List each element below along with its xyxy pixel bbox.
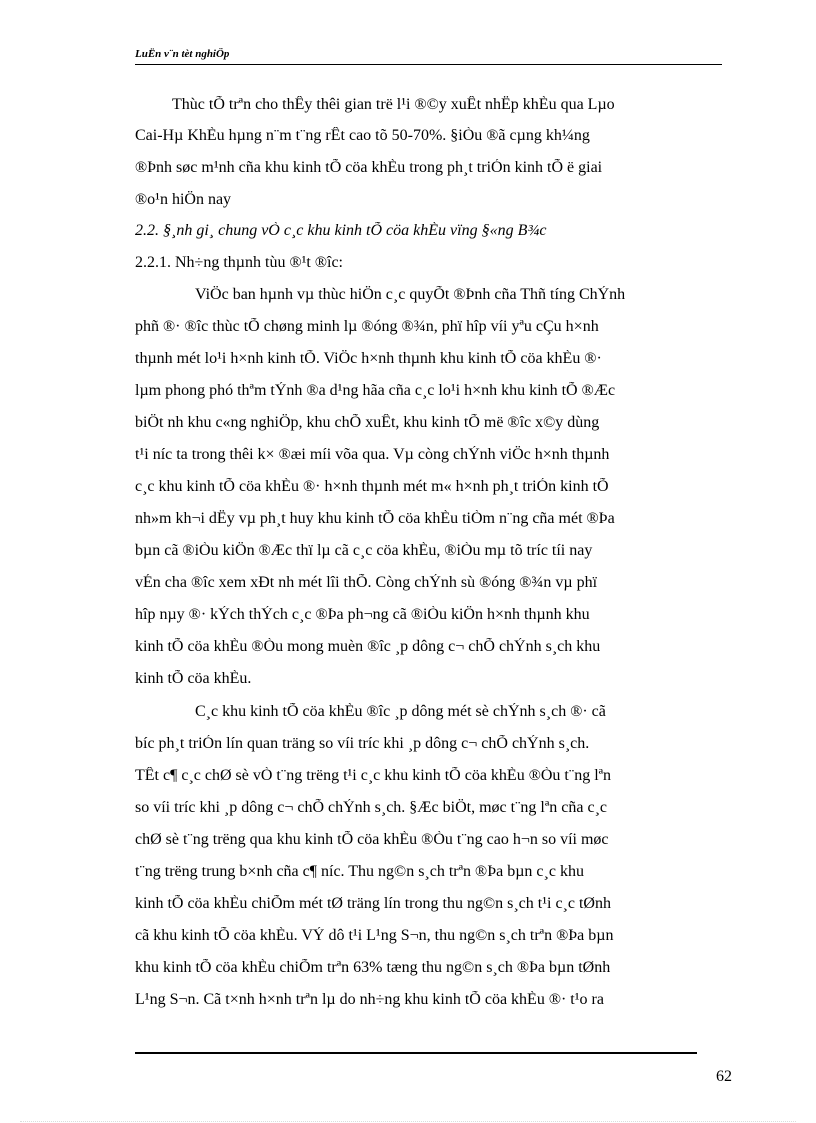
text-line: Thùc tÕ trªn cho thÊy thêi gian trë l¹i ®©y xuÊt nhËp khÈu qua Lµo: [172, 96, 615, 113]
footer-rule: [135, 1052, 697, 1054]
text-line: C¸c khu kinh tÕ cöa khÈu ®îc ¸p dông mét sè chÝnh s¸ch ®· cã: [195, 703, 606, 720]
text-line: ®o¹n hiÖn nay: [135, 191, 232, 208]
text-line: hîp nµy ®· kÝch thÝch c¸c ®Þa ph¬ng cã ®iÒu kiÖn h×nh thµnh khu: [135, 606, 590, 623]
text-line: lµm phong phó thªm tÝnh ®a d¹ng hãa cña c¸c lo¹i h×nh khu kinh tÕ ®Æc: [135, 382, 616, 399]
text-line: L¹ng S¬n. Cã t×nh h×nh trªn lµ do nh÷ng khu kinh tÕ cöa khÈu ®· t¹o ra: [135, 991, 604, 1008]
text-line: nh»m kh¬i dËy vµ ph¸t huy khu kinh tÕ cöa khÈu tiÒm n¨ng cña mét ®Þa: [135, 510, 615, 527]
text-line: phñ ®· ®îc thùc tÕ chøng minh lµ ®óng ®¾n, phï hîp víi yªu cÇu h×nh: [135, 318, 599, 335]
text-line: kinh tÕ cöa khÈu chiÕm mét tØ träng lín trong thu ng©n s¸ch t¹i c¸c tØnh: [135, 895, 611, 912]
subsection-heading: 2.2.1. Nh÷ng thµnh tùu ®¹t ®îc:: [135, 254, 343, 271]
text-line: chØ sè t¨ng trëng qua khu kinh tÕ cöa khÈu ®Òu t¨ng cao h¬n so víi møc: [135, 831, 609, 848]
text-line: Cai-Hµ KhÈu hµng n¨m t¨ng rÊt cao tõ 50-70%. §iÒu ®ã cµng kh¼ng: [135, 127, 590, 144]
text-line: vÉn cha ®îc xem xÐt nh mét lîi thÕ. Còng chÝnh sù ®óng ®¾n vµ phï: [135, 574, 598, 591]
text-line: TÊt c¶ c¸c chØ sè vÒ t¨ng trëng t¹i c¸c khu kinh tÕ cöa khÈu ®Òu t¨ng lªn: [135, 767, 612, 784]
text-line: c¸c khu kinh tÕ cöa khÈu ®· h×nh thµnh mét m« h×nh ph¸t triÓn kinh tÕ: [135, 478, 609, 495]
text-line: bíc ph¸t triÓn lín quan träng so víi tríc khi ¸p dông c¬ chÕ chÝnh s¸ch.: [135, 735, 590, 752]
text-line: khu kinh tÕ cöa khÈu chiÕm trªn 63% tæng thu ng©n s¸ch ®Þa bµn tØnh: [135, 959, 611, 976]
section-heading: 2.2. §¸nh gi¸ chung vÒ c¸c khu kinh tÕ cöa khÈu vïng §«ng B¾c: [135, 222, 547, 239]
text-line: t¨ng trëng trung b×nh cña c¶ níc. Thu ng©n s¸ch trªn ®Þa bµn c¸c khu: [135, 863, 584, 880]
page-number: 62: [716, 1068, 732, 1085]
text-line: t¹i níc ta trong thêi k× ®æi míi võa qua. Vµ còng chÝnh viÖc h×nh thµnh: [135, 446, 610, 463]
text-line: kinh tÕ cöa khÈu.: [135, 670, 252, 687]
text-line: cã khu kinh tÕ cöa khÈu. VÝ dô t¹i L¹ng S¬n, thu ng©n s¸ch trªn ®Þa bµn: [135, 927, 614, 944]
text-line: ®Þnh søc m¹nh cña khu kinh tÕ cöa khÈu trong ph¸t triÓn kinh tÕ ë giai: [135, 159, 603, 176]
text-line: biÖt nh khu c«ng nghiÖp, khu chÕ xuÊt, khu kinh tÕ më ®îc x©y dùng: [135, 414, 600, 431]
text-line: thµnh mét lo¹i h×nh kinh tÕ. ViÖc h×nh thµnh khu kinh tÕ cöa khÈu ®·: [135, 350, 602, 367]
text-line: so víi tríc khi ¸p dông c¬ chÕ chÝnh s¸ch. §Æc biÖt, møc t¨ng lªn cña c¸c: [135, 799, 607, 816]
text-line: kinh tÕ cöa khÈu ®Òu mong muèn ®îc ¸p dông c¬ chÕ chÝnh s¸ch khu: [135, 638, 601, 655]
header-rule: [135, 64, 722, 65]
text-line: bµn cã ®iÒu kiÖn ®Æc thï lµ cã c¸c cöa khÈu, ®iÒu mµ tõ tríc tíi nay: [135, 542, 593, 559]
running-header: LuËn v¨n tèt nghiÖp: [135, 48, 230, 60]
text-line: ViÖc ban hµnh vµ thùc hiÖn c¸c quyÕt ®Þnh cña Thñ tíng ChÝnh: [195, 286, 626, 303]
page-edge-divider: [20, 1121, 796, 1122]
